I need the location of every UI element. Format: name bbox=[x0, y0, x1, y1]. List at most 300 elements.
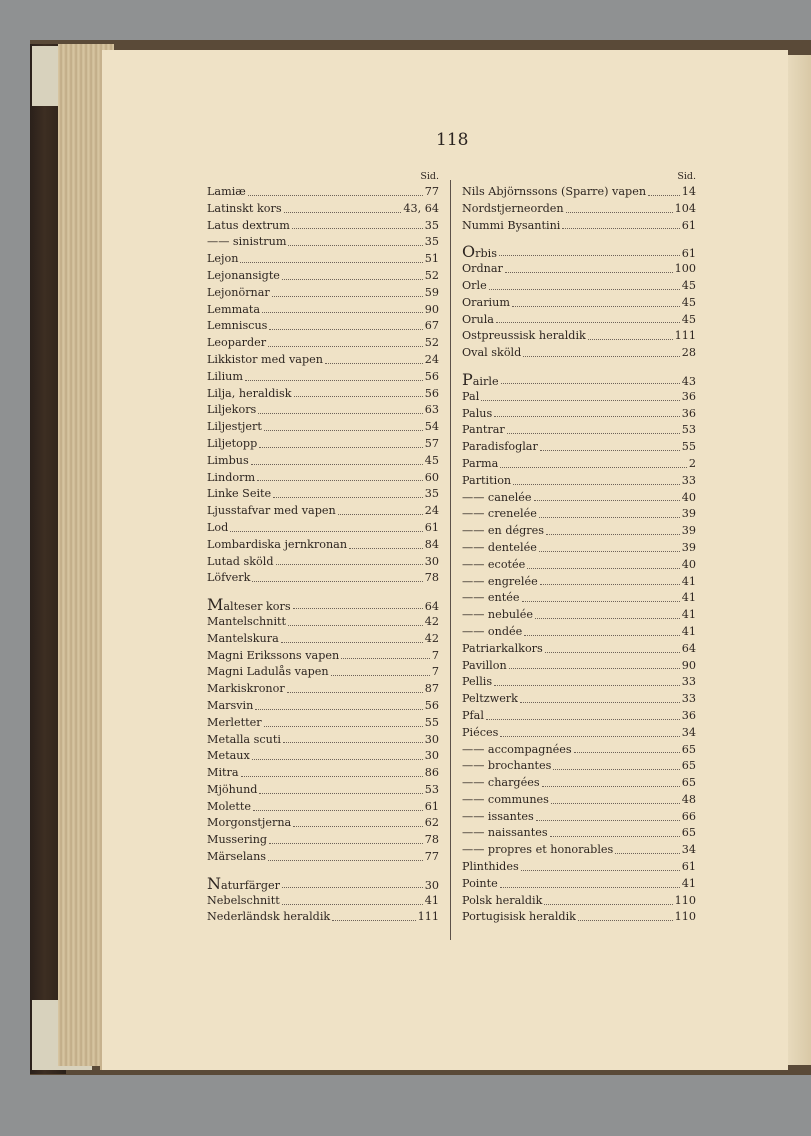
index-entry-text: Ljusstafvar med vapen bbox=[207, 504, 336, 518]
index-entry bbox=[207, 849, 439, 866]
index-entry bbox=[207, 402, 439, 419]
dot-leader bbox=[269, 329, 422, 330]
index-entry-text: Peltzwerk bbox=[462, 692, 518, 706]
index-entry-text: —— engrelée bbox=[462, 574, 538, 588]
index-entry-page: 56 bbox=[424, 698, 439, 712]
index-entry-text: —— nebulée bbox=[462, 608, 533, 622]
index-entry-term bbox=[207, 799, 251, 816]
index-entry-text: rbis bbox=[475, 247, 497, 261]
index-entry-term bbox=[207, 748, 250, 765]
index-entry-page: 35 bbox=[424, 487, 439, 501]
dot-leader bbox=[288, 625, 423, 626]
index-entry-page: 41 bbox=[681, 608, 696, 622]
index-entry bbox=[462, 278, 696, 295]
index-entry-term bbox=[462, 691, 518, 708]
index-entry bbox=[462, 540, 696, 557]
index-entry-text: Märselans bbox=[207, 850, 267, 864]
index-entry-term bbox=[207, 386, 292, 403]
dot-leader bbox=[513, 484, 680, 485]
dot-leader bbox=[578, 920, 673, 921]
index-entry-text: Magni Ladulås vapen bbox=[207, 665, 329, 679]
group-spacer bbox=[462, 234, 696, 244]
index-entry bbox=[462, 523, 696, 540]
index-entry-page: 33 bbox=[681, 473, 696, 487]
index-entry bbox=[462, 758, 696, 775]
dot-leader bbox=[507, 433, 680, 434]
index-entry-page: 65 bbox=[681, 742, 696, 756]
index-entry-term bbox=[207, 453, 249, 470]
index-entry bbox=[207, 765, 439, 782]
index-entry-text: Mitra bbox=[207, 766, 239, 780]
index-entry-term bbox=[462, 312, 494, 329]
dot-leader bbox=[520, 702, 680, 703]
dot-leader bbox=[527, 568, 679, 569]
index-entry-page: 61 bbox=[424, 520, 439, 534]
index-entry-page: 110 bbox=[674, 910, 696, 924]
index-entry bbox=[462, 708, 696, 725]
index-entry bbox=[462, 809, 696, 826]
index-entry bbox=[207, 268, 439, 285]
dot-leader bbox=[248, 195, 423, 196]
dot-leader bbox=[341, 658, 430, 659]
index-entry-term bbox=[207, 614, 286, 631]
dot-leader bbox=[282, 887, 423, 888]
index-entry-text: Lod bbox=[207, 520, 229, 534]
index-entry-page: 61 bbox=[424, 799, 439, 813]
index-entry-text: Plinthides bbox=[462, 860, 519, 874]
index-entry-page: 52 bbox=[424, 268, 439, 282]
index-entry bbox=[462, 842, 696, 859]
index-entry-term bbox=[207, 201, 282, 218]
dot-leader bbox=[293, 608, 423, 609]
index-entry bbox=[207, 873, 439, 893]
index-entry-page: 7 bbox=[431, 648, 439, 662]
index-entry bbox=[462, 184, 696, 201]
index-entry-page: 33 bbox=[681, 692, 696, 706]
index-entry-page: 111 bbox=[417, 910, 439, 924]
index-entry-page: 28 bbox=[681, 346, 696, 360]
index-entry-page: 90 bbox=[681, 658, 696, 672]
index-entry-page: 39 bbox=[681, 524, 696, 538]
index-entry-term bbox=[207, 402, 256, 419]
index-entry-text: —— ondée bbox=[462, 624, 523, 638]
dot-leader bbox=[287, 692, 423, 693]
index-entry-page: 61 bbox=[681, 218, 696, 232]
index-entry-page: 65 bbox=[681, 776, 696, 790]
index-entry-term bbox=[462, 473, 511, 490]
index-entry-page: 66 bbox=[681, 809, 696, 823]
index-entry-term bbox=[207, 732, 281, 749]
index-entry-term bbox=[462, 278, 487, 295]
index-entry-term bbox=[207, 520, 228, 537]
index-entry-text: Liljetopp bbox=[207, 436, 258, 450]
index-entry bbox=[462, 742, 696, 759]
index-entry-term bbox=[462, 792, 549, 809]
dot-leader bbox=[540, 584, 680, 585]
index-entry bbox=[462, 691, 696, 708]
index-entry bbox=[207, 386, 439, 403]
index-entry-page: 42 bbox=[424, 614, 439, 628]
index-entry-page: 63 bbox=[424, 403, 439, 417]
index-entry-term bbox=[462, 422, 505, 439]
index-entry-term bbox=[207, 302, 260, 319]
index-entry-page: 2 bbox=[688, 456, 696, 470]
dot-leader bbox=[252, 759, 423, 760]
index-entry-page: 30 bbox=[424, 732, 439, 746]
facing-page-edge bbox=[784, 55, 811, 1065]
dot-leader bbox=[273, 497, 423, 498]
section-initial: M bbox=[207, 595, 224, 615]
index-entry bbox=[207, 234, 439, 251]
index-entry bbox=[207, 201, 439, 218]
index-entry bbox=[207, 832, 439, 849]
index-entry bbox=[462, 909, 696, 926]
index-entry-text: Parma bbox=[462, 456, 499, 470]
dot-leader bbox=[615, 853, 679, 854]
dot-leader bbox=[245, 380, 423, 381]
index-entry bbox=[462, 641, 696, 658]
index-entry-term bbox=[462, 201, 564, 218]
dot-leader bbox=[292, 228, 423, 229]
index-entry bbox=[462, 775, 696, 792]
index-entry-text: —— canelée bbox=[462, 490, 532, 504]
index-entry-term bbox=[462, 842, 613, 859]
index-entry-page: 34 bbox=[681, 843, 696, 857]
index-entry-term bbox=[462, 574, 538, 591]
index-entry-term bbox=[462, 557, 525, 574]
dot-leader bbox=[500, 467, 687, 468]
index-entry-term bbox=[207, 664, 329, 681]
index-entry-text: Oval sköld bbox=[462, 346, 522, 360]
index-entry-text: Magni Erikssons vapen bbox=[207, 648, 340, 662]
dot-leader bbox=[550, 836, 680, 837]
index-entry-page: 36 bbox=[681, 406, 696, 420]
index-entry bbox=[462, 658, 696, 675]
index-entry-term bbox=[207, 369, 243, 386]
dot-leader bbox=[338, 514, 423, 515]
dot-leader bbox=[282, 904, 423, 905]
index-entry-text: Pfal bbox=[462, 708, 484, 722]
dot-leader bbox=[500, 736, 679, 737]
index-entry-text: Morgonstjerna bbox=[207, 816, 292, 830]
index-entry-text: Patriarkalkors bbox=[462, 641, 543, 655]
index-column-left bbox=[207, 170, 439, 926]
index-entry-text: Lombardiska jernkronan bbox=[207, 537, 348, 551]
index-entry-text: aturfärger bbox=[221, 878, 281, 892]
index-entry bbox=[207, 664, 439, 681]
index-entry-term bbox=[207, 470, 255, 487]
dot-leader bbox=[566, 212, 673, 213]
index-entry-text: —— communes bbox=[462, 792, 549, 806]
index-entry-text: Linke Seite bbox=[207, 487, 272, 501]
index-entry-page: 36 bbox=[681, 389, 696, 403]
index-entry-text: Markiskronor bbox=[207, 682, 285, 696]
index-entry-page: 53 bbox=[424, 782, 439, 796]
dot-leader bbox=[501, 383, 680, 384]
index-entry-page: 35 bbox=[424, 218, 439, 232]
index-entry-term bbox=[207, 698, 253, 715]
index-entry-page: 14 bbox=[681, 185, 696, 198]
index-entry-term bbox=[207, 681, 285, 698]
index-entry-term bbox=[207, 268, 280, 285]
index-entry-text: Molette bbox=[207, 799, 252, 813]
index-entry bbox=[207, 893, 439, 910]
index-entry-text: Metalla scuti bbox=[207, 732, 281, 746]
index-entry-term bbox=[462, 775, 540, 792]
dot-leader bbox=[262, 312, 423, 313]
index-entry-text: Lejonansigte bbox=[207, 268, 280, 282]
index-entry bbox=[207, 520, 439, 537]
index-entry-text: Orarium bbox=[462, 295, 510, 309]
index-entry bbox=[462, 557, 696, 574]
index-entry-text: Mantelskura bbox=[207, 631, 279, 645]
index-entry-term bbox=[462, 345, 521, 362]
dot-leader bbox=[252, 581, 422, 582]
index-entry-text: —— ecotée bbox=[462, 557, 526, 571]
index-entry-text: Orle bbox=[462, 278, 487, 292]
index-entry bbox=[207, 453, 439, 470]
dot-leader bbox=[481, 400, 679, 401]
dot-leader bbox=[259, 793, 422, 794]
index-entry-page: 30 bbox=[424, 749, 439, 763]
group-spacer bbox=[462, 362, 696, 372]
index-entry-text: Lilium bbox=[207, 369, 243, 383]
index-entry-term bbox=[462, 742, 572, 759]
dot-leader bbox=[268, 346, 423, 347]
dot-leader bbox=[253, 810, 423, 811]
index-entry-term bbox=[462, 708, 484, 725]
index-entry-text: —— naissantes bbox=[462, 826, 548, 840]
index-entry bbox=[462, 674, 696, 691]
index-entry-page: 56 bbox=[424, 369, 439, 383]
index-entry-term bbox=[207, 251, 238, 268]
index-entry-term bbox=[462, 809, 534, 826]
index-entry-page: 104 bbox=[674, 201, 696, 215]
dot-leader bbox=[240, 262, 422, 263]
index-entry-term bbox=[207, 419, 262, 436]
dot-leader bbox=[523, 356, 679, 357]
index-entry-term bbox=[207, 832, 267, 849]
index-entry-page: 24 bbox=[424, 352, 439, 366]
index-entry-page: 35 bbox=[424, 235, 439, 249]
index-entry bbox=[207, 748, 439, 765]
index-entry-page: 41 bbox=[681, 591, 696, 605]
index-entry-text: Ostpreussisk heraldik bbox=[462, 329, 586, 343]
index-entry-term bbox=[462, 876, 498, 893]
index-entry-page: 48 bbox=[681, 792, 696, 806]
index-entry bbox=[462, 725, 696, 742]
index-entry-text: Liljekors bbox=[207, 403, 257, 417]
index-entry bbox=[207, 251, 439, 268]
index-entry-text: Marsvin bbox=[207, 698, 254, 712]
index-entry-page: 51 bbox=[424, 252, 439, 266]
dot-leader bbox=[553, 769, 679, 770]
index-entry bbox=[207, 732, 439, 749]
index-entry-text: Portugisisk heraldik bbox=[462, 910, 576, 924]
index-entry-term bbox=[207, 486, 271, 503]
dot-leader bbox=[539, 551, 680, 552]
dot-leader bbox=[540, 450, 680, 451]
dot-leader bbox=[251, 464, 423, 465]
dot-leader bbox=[535, 618, 680, 619]
index-entry bbox=[462, 825, 696, 842]
index-entry-term bbox=[207, 436, 257, 453]
dot-leader bbox=[294, 396, 423, 397]
index-entry-term bbox=[462, 674, 492, 691]
index-entry-text: Lejon bbox=[207, 252, 239, 266]
index-entry-term bbox=[207, 570, 250, 587]
index-entry-page: 111 bbox=[674, 329, 696, 343]
index-entry-page: 64 bbox=[681, 641, 696, 655]
index-entry bbox=[207, 570, 439, 587]
index-entry-text: Nils Abjörnssons (Sparre) vapen bbox=[462, 185, 647, 198]
index-entry-term bbox=[462, 859, 519, 876]
index-entry-text: Ordnar bbox=[462, 262, 503, 276]
index-entry-text: Lemniscus bbox=[207, 319, 268, 333]
dot-leader bbox=[648, 195, 680, 196]
dot-leader bbox=[512, 306, 680, 307]
index-entry-text: —— chargées bbox=[462, 776, 540, 790]
index-entry-term bbox=[462, 641, 543, 658]
index-entry-term bbox=[207, 765, 239, 782]
index-entry-page: 55 bbox=[424, 715, 439, 729]
index-entry-term bbox=[207, 537, 347, 554]
dot-leader bbox=[486, 719, 680, 720]
index-entry bbox=[207, 436, 439, 453]
dot-leader bbox=[551, 803, 680, 804]
index-entry bbox=[462, 792, 696, 809]
index-entry-term bbox=[207, 184, 246, 201]
index-entry-page: 110 bbox=[674, 893, 696, 907]
index-entry-term bbox=[462, 758, 551, 775]
index-entry-text: Leoparder bbox=[207, 336, 267, 350]
index-entry-page: 77 bbox=[424, 185, 439, 198]
index-entry-page: 56 bbox=[424, 386, 439, 400]
index-entry bbox=[462, 590, 696, 607]
index-entry bbox=[462, 506, 696, 523]
dot-leader bbox=[494, 685, 680, 686]
index-entry-text: Mjöhund bbox=[207, 782, 258, 796]
index-entry-term bbox=[462, 490, 532, 507]
index-entry bbox=[462, 422, 696, 439]
index-entry-text: Nummi Bysantini bbox=[462, 218, 561, 232]
dot-leader bbox=[284, 212, 402, 213]
index-entry-page: 41 bbox=[681, 624, 696, 638]
index-entry-text: Nederländsk heraldik bbox=[207, 910, 331, 924]
index-entry-text: Lamiæ bbox=[207, 185, 246, 198]
index-entry-term bbox=[462, 658, 507, 675]
dot-leader bbox=[325, 363, 423, 364]
index-entry-text: Pavillon bbox=[462, 658, 507, 672]
index-entry-term bbox=[207, 218, 290, 235]
index-entry-text: —— propres et honorables bbox=[462, 843, 614, 857]
index-entry-text: —— en dégres bbox=[462, 524, 544, 538]
index-entry-page: 84 bbox=[424, 537, 439, 551]
index-entry-text: Lilja, heraldisk bbox=[207, 386, 292, 400]
column-heading-sid: Sid. bbox=[420, 171, 439, 182]
index-entry bbox=[462, 406, 696, 423]
dot-leader bbox=[505, 272, 673, 273]
dot-leader bbox=[536, 820, 680, 821]
index-entry-term bbox=[207, 782, 257, 799]
index-entry-page: 41 bbox=[424, 893, 439, 907]
index-entry-page: 30 bbox=[424, 554, 439, 568]
index-entry-text: Pal bbox=[462, 389, 480, 403]
index-entry-term bbox=[462, 540, 537, 557]
index-entry-page: 60 bbox=[424, 470, 439, 484]
index-entry-page: 78 bbox=[424, 571, 439, 585]
index-entry-text: Pointe bbox=[462, 876, 498, 890]
index-entry-term bbox=[462, 825, 548, 842]
section-initial: N bbox=[207, 873, 221, 893]
dot-leader bbox=[331, 675, 430, 676]
dot-leader bbox=[282, 279, 423, 280]
index-entry-text: Orula bbox=[462, 312, 494, 326]
index-entry-term bbox=[207, 715, 262, 732]
index-entry bbox=[462, 369, 696, 389]
index-entry bbox=[462, 893, 696, 910]
index-entry-term bbox=[462, 295, 510, 312]
index-entry bbox=[462, 490, 696, 507]
index-entry-term bbox=[462, 439, 538, 456]
dot-leader bbox=[521, 870, 680, 871]
index-entry-page: 65 bbox=[681, 826, 696, 840]
dot-leader bbox=[494, 416, 680, 417]
dot-leader bbox=[288, 245, 422, 246]
index-entry-term bbox=[462, 506, 537, 523]
index-entry-page: 87 bbox=[424, 682, 439, 696]
index-entry bbox=[207, 698, 439, 715]
index-entry-term bbox=[207, 554, 274, 571]
index-entry-term bbox=[207, 352, 323, 369]
index-entry-term bbox=[462, 607, 533, 624]
index-entry bbox=[462, 201, 696, 218]
index-entry-text: Piéces bbox=[462, 725, 499, 739]
index-entry-page: 45 bbox=[681, 295, 696, 309]
index-entry-page: 90 bbox=[424, 302, 439, 316]
section-initial: O bbox=[462, 242, 476, 262]
index-entry-page: 52 bbox=[424, 336, 439, 350]
index-entry bbox=[207, 614, 439, 631]
index-entry-text: Liljestjert bbox=[207, 420, 262, 434]
index-entry-text: Mantelschnitt bbox=[207, 614, 287, 628]
index-entry-page: 59 bbox=[424, 285, 439, 299]
index-entry-text: —— sinistrum bbox=[207, 235, 287, 249]
index-entry bbox=[207, 648, 439, 665]
dot-leader bbox=[269, 843, 423, 844]
index-entry-page: 24 bbox=[424, 504, 439, 518]
index-entry-term bbox=[462, 261, 503, 278]
index-entry-term bbox=[207, 335, 266, 352]
dot-leader bbox=[489, 289, 680, 290]
index-entry bbox=[462, 607, 696, 624]
page-number: 118 bbox=[436, 130, 469, 150]
index-entry-page: 64 bbox=[424, 600, 439, 614]
index-entry-text: Likkistor med vapen bbox=[207, 352, 323, 366]
index-entry-term bbox=[207, 909, 330, 926]
index-entry-text: —— crenelée bbox=[462, 507, 537, 521]
index-entry-text: Lutad sköld bbox=[207, 554, 274, 568]
dot-leader bbox=[499, 255, 680, 256]
index-entry bbox=[462, 439, 696, 456]
index-entry bbox=[207, 681, 439, 698]
index-entry bbox=[462, 295, 696, 312]
index-entry-page: 62 bbox=[424, 816, 439, 830]
group-spacer bbox=[207, 866, 439, 876]
index-entry-text: —— dentelée bbox=[462, 540, 537, 554]
index-entry-page: 67 bbox=[424, 319, 439, 333]
dot-leader bbox=[276, 564, 423, 565]
